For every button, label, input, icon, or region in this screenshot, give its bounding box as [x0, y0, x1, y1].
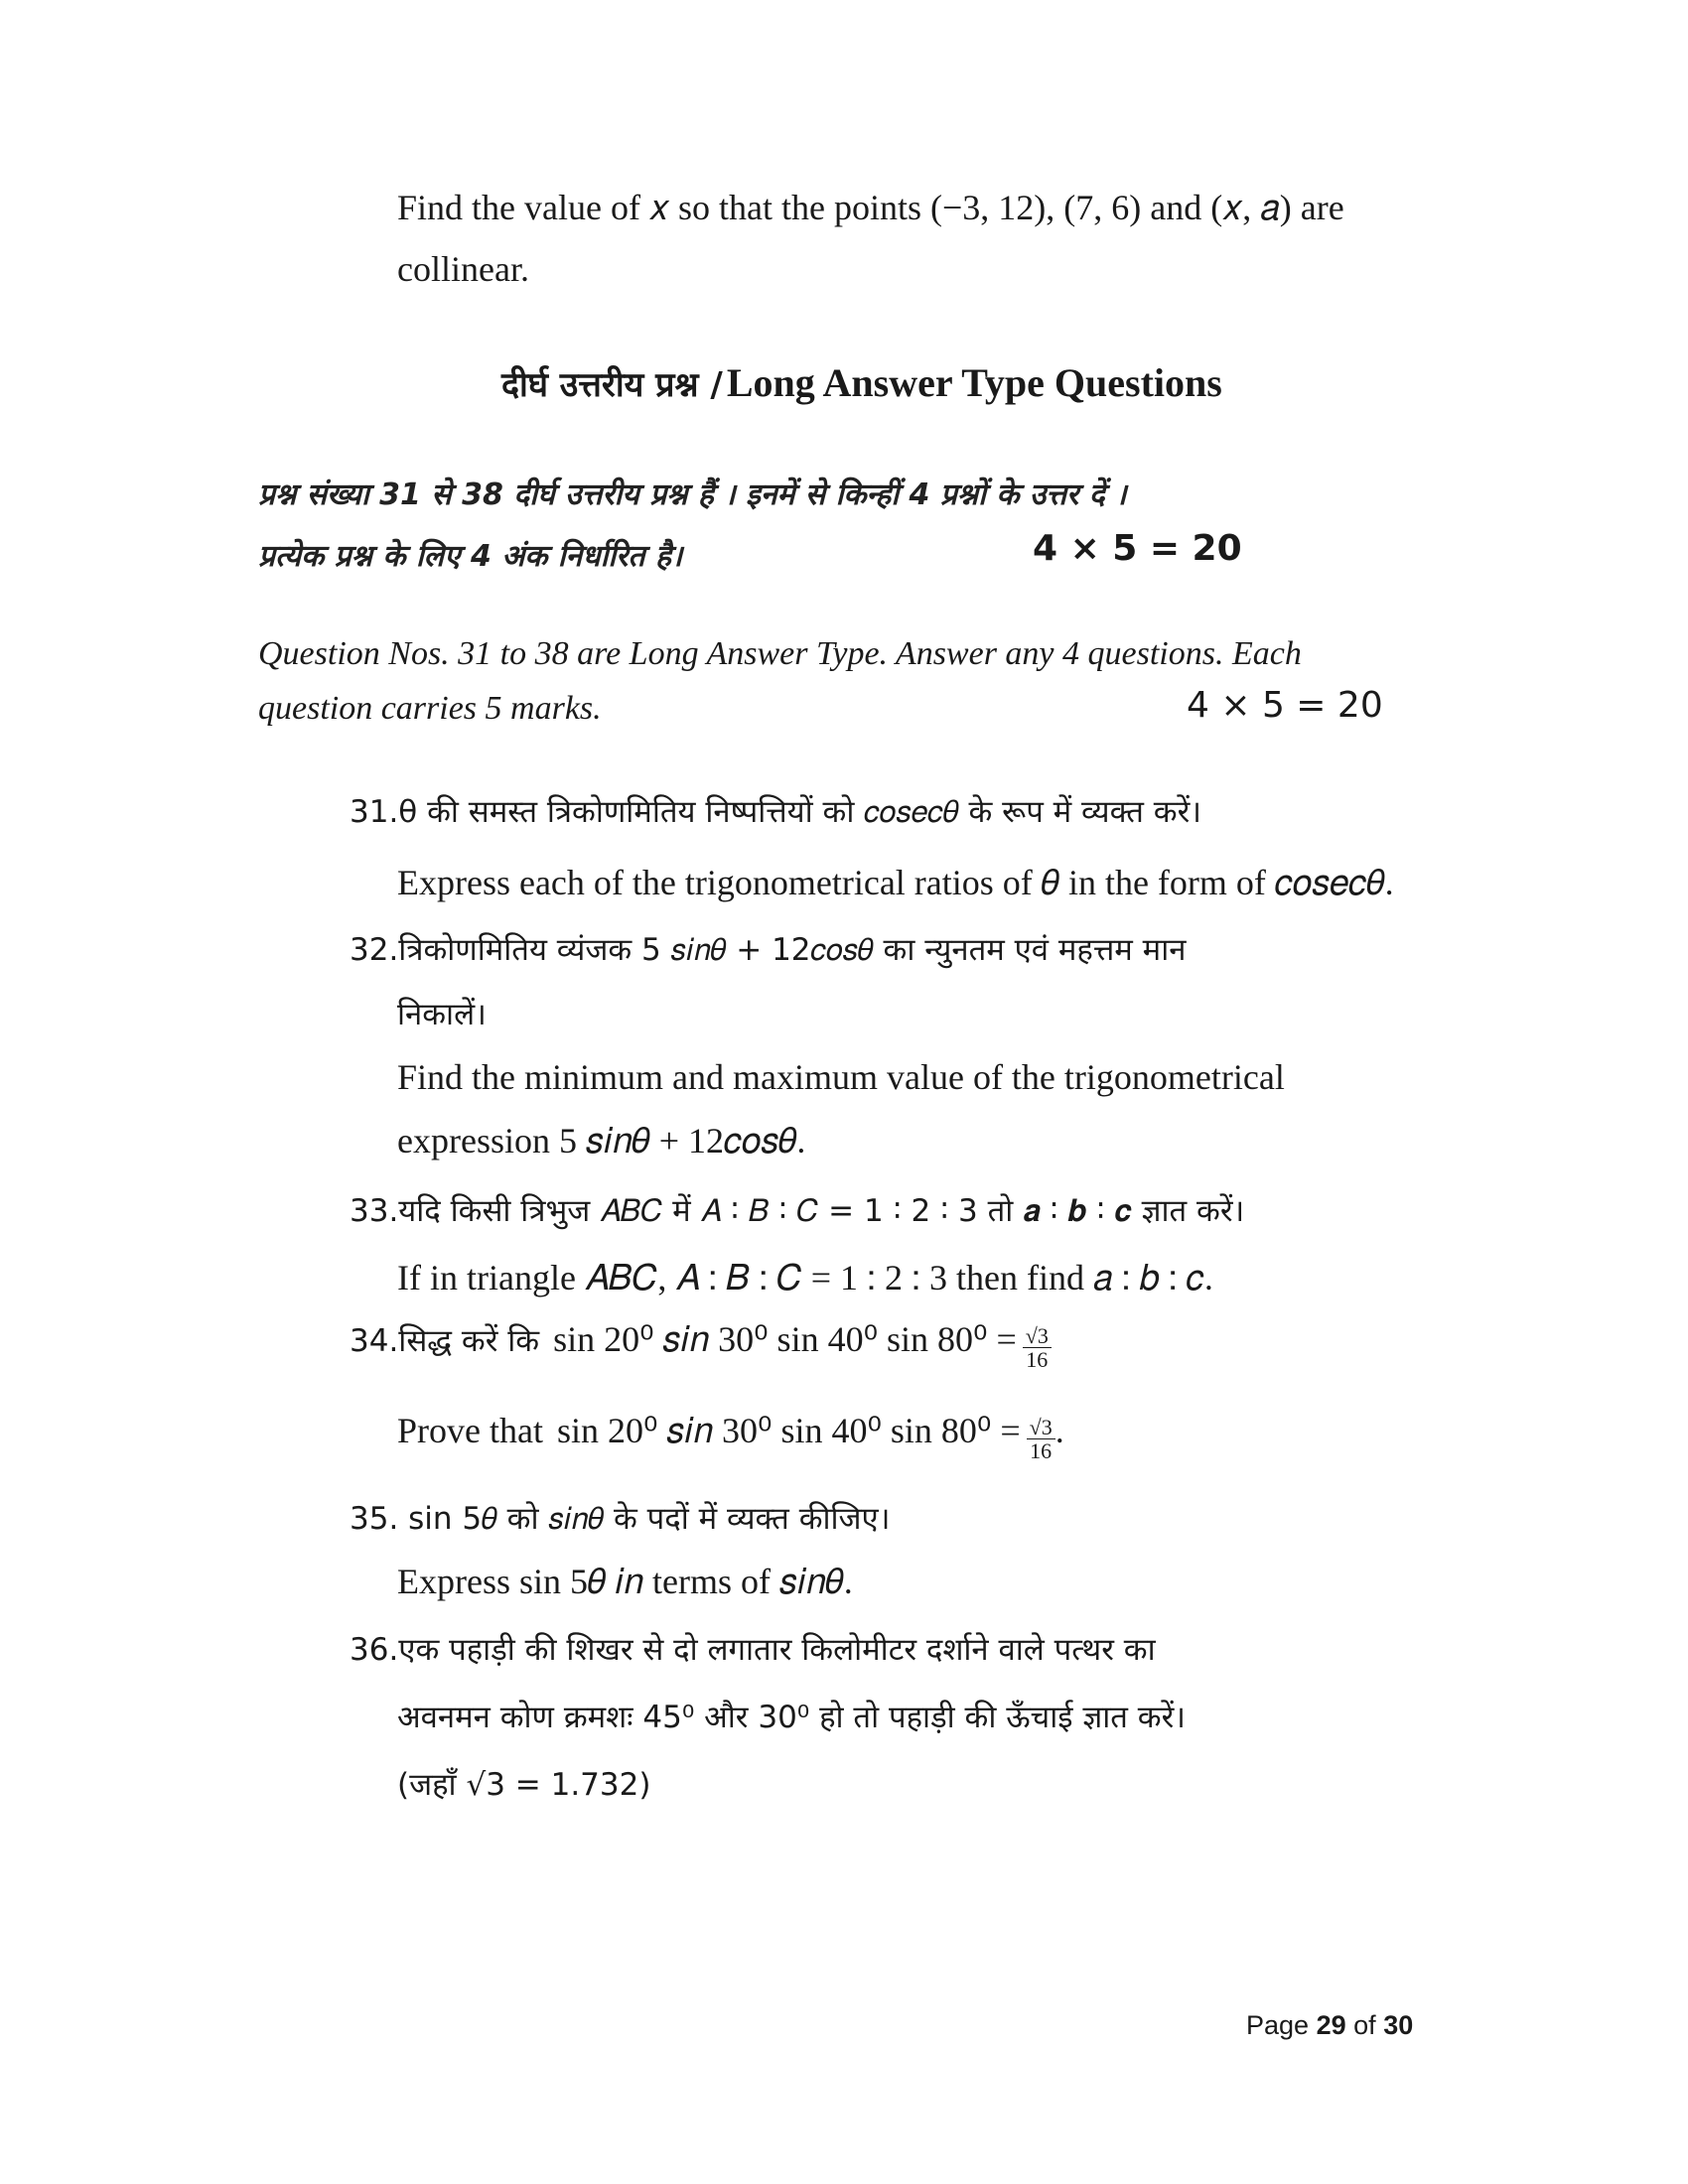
fraction-denominator: 16: [1030, 1437, 1053, 1463]
intro-question-line1: Find the value of 𝑥 so that the points (−3, 12), (7, 6) and (𝑥, 𝑎) are: [397, 188, 1344, 227]
question-36-hindi-line3: (जहाँ √3 = 1.732): [397, 1767, 651, 1803]
fraction-numerator: √3: [1027, 1416, 1055, 1439]
english-instruction-line1: Question Nos. 31 to 38 are Long Answer Type. Answer any 4 questions. Each: [258, 635, 1302, 672]
page-word: Page: [1246, 2010, 1310, 2040]
question-33-english: If in triangle 𝐴𝐵𝐶, 𝐴 ∶ 𝐵 ∶ 𝐶 = 1 ∶ 2 ∶ 3 then find 𝑎 ∶ 𝑏 ∶ 𝑐.: [397, 1258, 1213, 1297]
question-31-english: Express each of the trigonometrical ratios of 𝜃 in the form of 𝑐𝑜𝑠𝑒𝑐𝜃.: [397, 863, 1394, 902]
fraction-denominator: 16: [1026, 1346, 1049, 1372]
intro-question-line2: collinear.: [397, 249, 529, 289]
fraction-numerator: √3: [1023, 1324, 1052, 1348]
hindi-instruction-line2: प्रत्येक प्रश्न के लिए 4 अंक निर्धारित है।: [258, 539, 683, 574]
hindi-instruction-line1: प्रश्न संख्या 31 से 38 दीर्घ उत्तरीय प्रश्न हैं । इनमें से किन्हीं 4 प्रश्नों के उत्तर दें ।: [258, 478, 1127, 512]
question-34-fraction: [1023, 1324, 1052, 1371]
question-34-english-prefix: Prove that: [397, 1411, 543, 1450]
english-marks: 4 × 5 = 20: [1187, 685, 1383, 726]
question-34-english: [397, 1410, 1064, 1462]
section-heading: [501, 359, 1222, 406]
hindi-marks: 4 × 5 = 20: [1033, 528, 1242, 569]
question-32-english-line1: Find the minimum and maximum value of the trigonometrical: [397, 1057, 1285, 1097]
question-31-hindi: 31.θ की समस्त त्रिकोणमितिय निष्पत्तियों को 𝑐𝑜𝑠𝑒𝑐𝜃 के रूप में व्यक्त करें।: [350, 794, 1202, 830]
question-35-hindi: 35. sin 5𝜃 को 𝑠𝑖𝑛𝜃 के पदों में व्यक्त कीजिए।: [350, 1501, 891, 1537]
question-34-english-expression: sin 20⁰ 𝑠𝑖𝑛 30⁰ sin 40⁰ sin 80⁰ =: [556, 1411, 1021, 1450]
question-33-hindi: 33.यदि किसी त्रिभुज 𝐴𝐵𝐶 में 𝐴 ∶ 𝐵 ∶ 𝐶 = 1 ∶ 2 ∶ 3 तो 𝒂 ∶ 𝒃 ∶ 𝒄 ज्ञात करें।: [350, 1193, 1245, 1229]
section-heading-english: Long Answer Type Questions: [726, 360, 1222, 405]
question-36-hindi-line1: 36.एक पहाड़ी की शिखर से दो लगातार किलोमीटर दर्शाने वाले पत्थर का: [350, 1632, 1156, 1668]
english-instruction-line2: question carries 5 marks.: [258, 690, 602, 727]
page-number-footer: [1246, 2010, 1413, 2041]
question-35-english: Express sin 5𝜃 𝑖𝑛 terms of 𝑠𝑖𝑛𝜃.: [397, 1562, 853, 1601]
question-34-hindi: [350, 1318, 1052, 1371]
question-34-hindi-prefix: 34.सिद्ध करें कि: [350, 1323, 540, 1359]
question-32-hindi-line2: निकालें।: [397, 997, 487, 1032]
question-32-english-line2: expression 5 𝑠𝑖𝑛𝜃 + 12𝑐𝑜𝑠𝜃.: [397, 1121, 806, 1160]
current-page: 29: [1316, 2010, 1346, 2040]
question-36-hindi-line2: अवनमन कोण क्रमशः 45⁰ और 30⁰ हो तो पहाड़ी की ऊँचाई ज्ञात करें।: [397, 1700, 1187, 1735]
question-32-hindi-line1: 32.त्रिकोणमितिय व्यंजक 5 𝑠𝑖𝑛𝜃 + 12𝑐𝑜𝑠𝜃 का न्युनतम एवं महत्तम मान: [350, 932, 1187, 968]
question-34-expression: sin 20⁰ 𝑠𝑖𝑛 30⁰ sin 40⁰ sin 80⁰ =: [553, 1319, 1017, 1359]
period: .: [1055, 1411, 1064, 1450]
total-pages: 30: [1383, 2010, 1414, 2040]
of-word: of: [1353, 2010, 1376, 2040]
section-heading-hindi: दीर्घ उत्तरीय प्रश्न /: [501, 365, 723, 405]
question-34-english-fraction: [1027, 1416, 1055, 1462]
